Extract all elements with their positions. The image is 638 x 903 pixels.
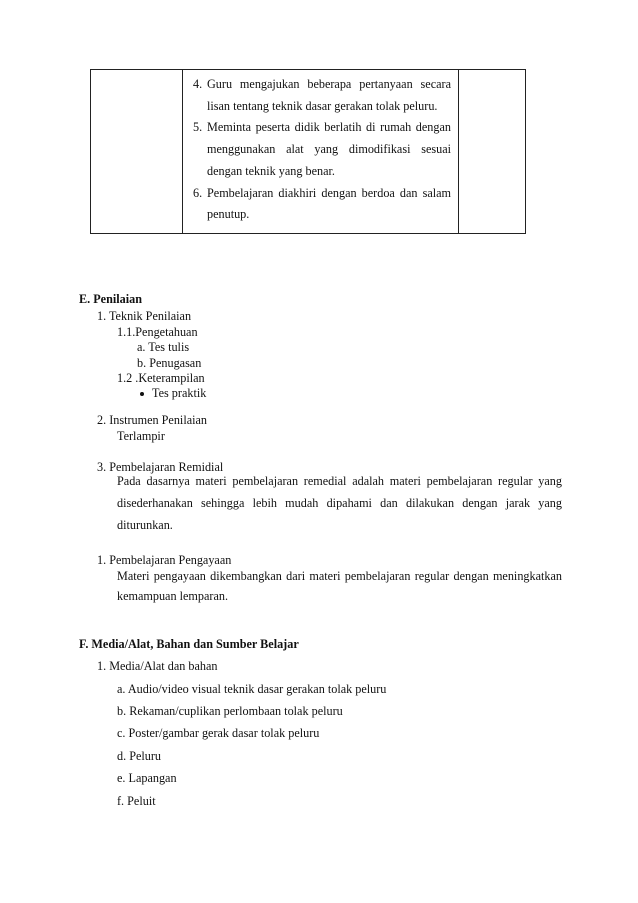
- media-list-item: e. Lapangan: [117, 771, 177, 785]
- table-step: [193, 74, 451, 117]
- media-list-item: d. Peluru: [117, 749, 162, 763]
- media-list-item: c. Poster/gambar gerak dasar tolak peluru: [117, 726, 320, 740]
- penilaian-item-1-2-bullet: [140, 386, 206, 401]
- media-item-1: 1. Media/Alat dan bahan: [97, 659, 218, 673]
- step-number: 5.: [193, 120, 203, 135]
- table-column-divider: [458, 70, 459, 233]
- table-column-divider: [182, 70, 183, 233]
- step-text: Pembelajaran diakhiri dengan berdoa dan salam penutup.: [207, 185, 451, 222]
- penilaian-item-1-1: 1.1.Pengetahuan: [117, 325, 198, 339]
- media-list-item: b. Rekaman/cuplikan perlombaan tolak peluru: [117, 704, 343, 718]
- pengayaan-paragraph: Materi pengayaan dikembangkan dari materi pembelajaran regular dengan meningkatkan kemampuan lemparan.: [117, 569, 562, 603]
- media-list-item: f. Peluit: [117, 794, 156, 808]
- section-e-heading: E. Penilaian: [79, 292, 142, 306]
- step-text: Guru mengajukan beberapa pertanyaan secara lisan tentang teknik dasar gerakan tolak peluru.: [207, 77, 451, 113]
- remedial-paragraph: Pada dasarnya materi pembelajaran remedial adalah materi pembelajaran regular yang disederhanakan sehingga lebih mudah dipahami dan dilakukan dengan jarak yang diturunkan.: [117, 474, 562, 532]
- penilaian-item-2: 2. Instrumen Penilaian: [97, 413, 208, 427]
- penilaian-item-1-1-b: b. Penugasan: [137, 356, 202, 370]
- penilaian-item-2-text: Terlampir: [117, 429, 165, 443]
- step-number: 4.: [193, 77, 203, 91]
- penilaian-item-1-2: 1.2 .Keterampilan: [117, 371, 205, 385]
- activity-table: [90, 69, 526, 234]
- table-step: [193, 183, 451, 226]
- step-text: Meminta peserta didik berlatih di rumah dengan menggunakan alat yang dimodifikasi sesuai dengan teknik yang benar.: [207, 120, 451, 178]
- step-number: 6.: [193, 185, 203, 200]
- media-list-item: a. Audio/video visual teknik dasar gerakan tolak peluru: [117, 682, 387, 696]
- bullet-text: Tes praktik: [152, 386, 207, 400]
- pengayaan-heading: 1. Pembelajaran Pengayaan: [97, 553, 232, 567]
- penilaian-item-3: 3. Pembelajaran Remidial: [97, 460, 224, 474]
- penilaian-item-1: 1. Teknik Penilaian: [97, 309, 192, 323]
- table-steps-cell: [193, 74, 451, 226]
- table-step: [193, 117, 451, 182]
- section-f-heading: F. Media/Alat, Bahan dan Sumber Belajar: [79, 637, 299, 651]
- penilaian-item-1-1-a: a. Tes tulis: [137, 340, 190, 354]
- bullet-icon: [140, 392, 144, 396]
